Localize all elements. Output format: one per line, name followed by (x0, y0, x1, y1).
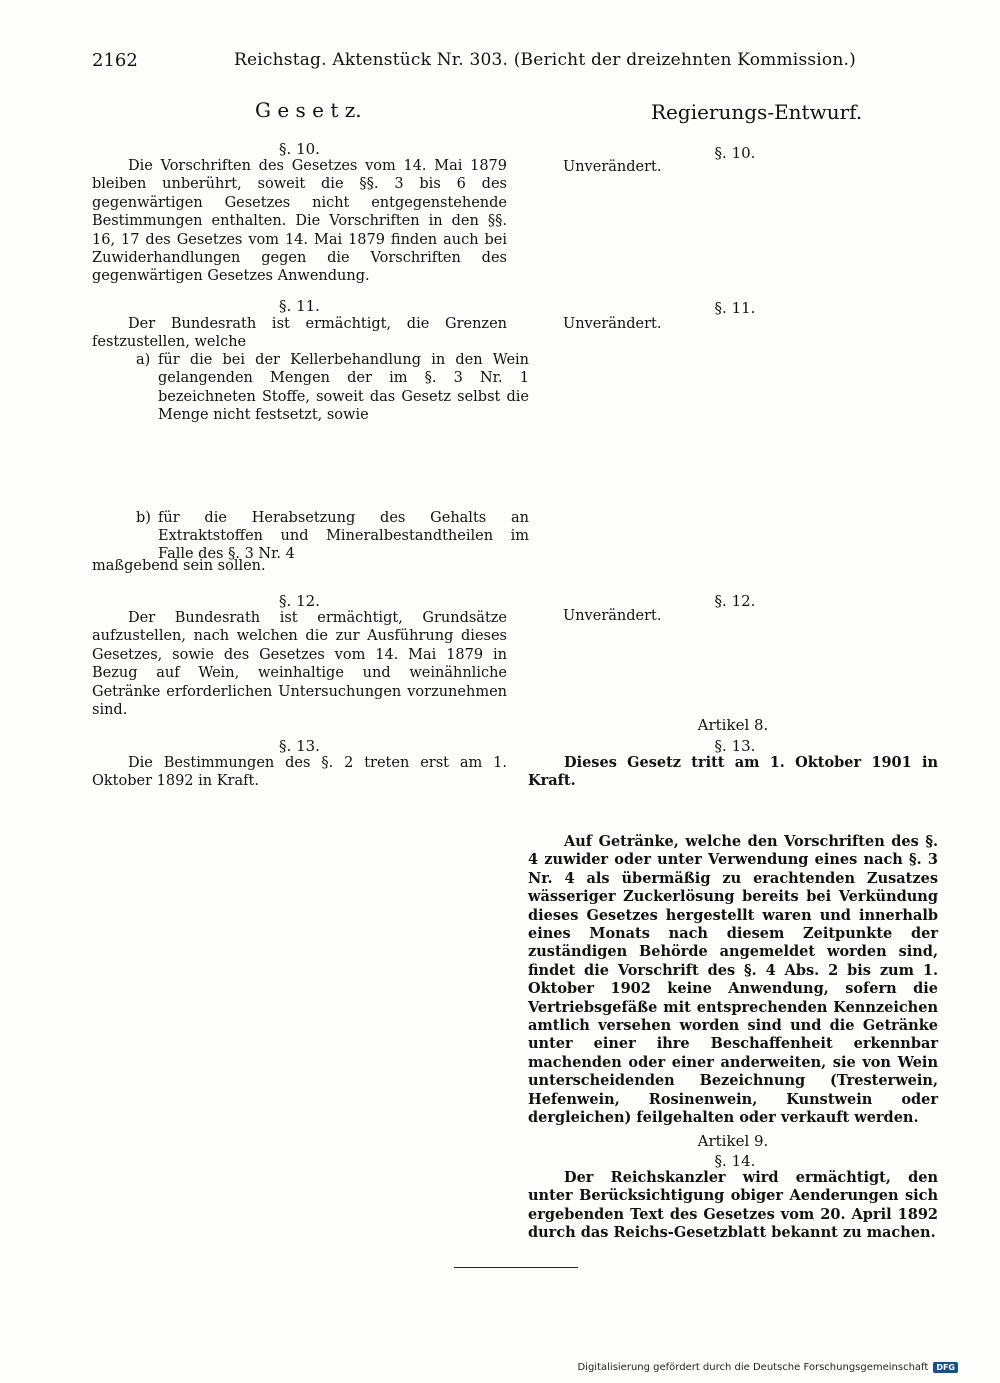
page-header (92, 50, 932, 78)
right-section-11-heading: §. 11. (714, 299, 756, 317)
item-a-label: a) (136, 352, 151, 368)
right-section-14-heading: §. 14. (714, 1152, 756, 1170)
section-11-closing: maßgebend sein sollen. (92, 558, 266, 574)
running-title: Reichstag. Aktenstück Nr. 303. (Bericht der dreizehnten Kommission.) (234, 50, 856, 70)
footer (577, 1362, 958, 1373)
section-13-heading: §. 13. (279, 737, 320, 755)
article-9-text: Der Reichskanzler wird ermächtigt, den unter Berücksichtigung obiger Aenderungen sich ergebenden Text des Gesetzes vom 20. April 1892 durch das Reichs-Gesetzblatt bekannt zu machen. (528, 1169, 938, 1242)
section-10-heading: §. 10. (279, 140, 320, 158)
section-11-heading: §. 11. (279, 297, 320, 315)
section-12-heading: §. 12. (279, 592, 320, 610)
item-b-text: für die Herabsetzung des Gehalts an Extraktstoffen und Mineralbestandtheilen im Falle des §. 3 Nr. 4 (158, 509, 529, 563)
section-11-item-b (136, 509, 529, 564)
article-8-transition-text: Auf Getränke, welche den Vorschriften des §. 4 zuwider oder unter Verwendung eines nach §. 3 Nr. 4 als übermäßig zu erachtenden Zusatzes wässeriger Zuckerlösung bereits bei Verkündung dieses Gesetzes hergestellt waren und innerhalb eines Monats nach diesem Zeitpunkte der zuständigen Behörde angemeldet worden sind, findet die Vorschrift des §. 4 Abs. 2 bis zum 1. Oktober 1902 keine Anwendung, sofern die Vertriebsgefäße mit entsprechenden Kennzeichen amtlich versehen worden sind und die Getränke unter einer ihre Beschaffenheit erkennbar machenden oder einer anderweiten, sie von Wein unterscheidenden Bezeichnung (Tresterwein, Hefenwein, Rosinenwein, Kunstwein oder dergleichen) feilgehalten oder verkauft werden. (528, 833, 938, 1127)
article-9-label: Artikel 9. (697, 1132, 769, 1150)
section-13-text: Die Bestimmungen des §. 2 treten erst am 1. Oktober 1892 in Kraft. (92, 755, 507, 790)
section-11-intro: Der Bundesrath ist ermächtigt, die Grenzen festzustellen, welche (92, 316, 507, 351)
section-12-text: Der Bundesrath ist ermächtigt, Grundsätze aufzustellen, nach welchen die zur Ausführung dieses Gesetzes, sowie des Gesetzes vom 14. Mai 1879 in Bezug auf Wein, weinhaltige und weinähnliche Getränke erforderlichen Untersuchungen vorzunehmen sind. (92, 610, 507, 719)
item-a-text: für die bei der Kellerbehandlung in den Wein gelangenden Mengen der im §. 3 Nr. 1 bezeichneten Stoffe, soweit das Gesetz selbst die Menge nicht festsetzt, sowie (158, 352, 529, 424)
right-section-12-text: Unverändert. (563, 608, 662, 624)
item-b-label: b) (136, 509, 151, 526)
right-section-13-heading: §. 13. (714, 737, 756, 755)
right-section-10-text: Unverändert. (563, 159, 662, 175)
right-section-10-heading: §. 10. (714, 144, 756, 162)
article-8-text: Dieses Gesetz tritt am 1. Oktober 1901 in Kraft. (528, 754, 938, 790)
left-column-title: G e s e t z. (255, 98, 362, 122)
right-section-11-text: Unverändert. (563, 316, 662, 332)
right-section-12-heading: §. 12. (714, 592, 756, 610)
page-number: 2162 (92, 50, 138, 71)
dfg-logo-icon: DFG (933, 1362, 958, 1373)
section-10-text: Die Vorschriften des Gesetzes vom 14. Mai 1879 bleiben unberührt, soweit die §§. 3 bis 6 des gegenwärtigen Gesetzes nicht entgegenstehende Bestimmungen enthalten. Die Vorschriften in den §§. 16, 17 des Gesetzes vom 14. Mai 1879 finden auch bei Zuwiderhandlungen gegen die Vorschriften des gegenwärtigen Gesetzes Anwendung. (92, 158, 507, 285)
end-rule (454, 1267, 578, 1268)
section-11-item-a (136, 351, 529, 425)
right-column-title: Regierungs-Entwurf. (651, 100, 863, 124)
article-8-label: Artikel 8. (697, 716, 769, 734)
footer-text: Digitalisierung gefördert durch die Deutsche Forschungsgemeinschaft (577, 1362, 929, 1373)
